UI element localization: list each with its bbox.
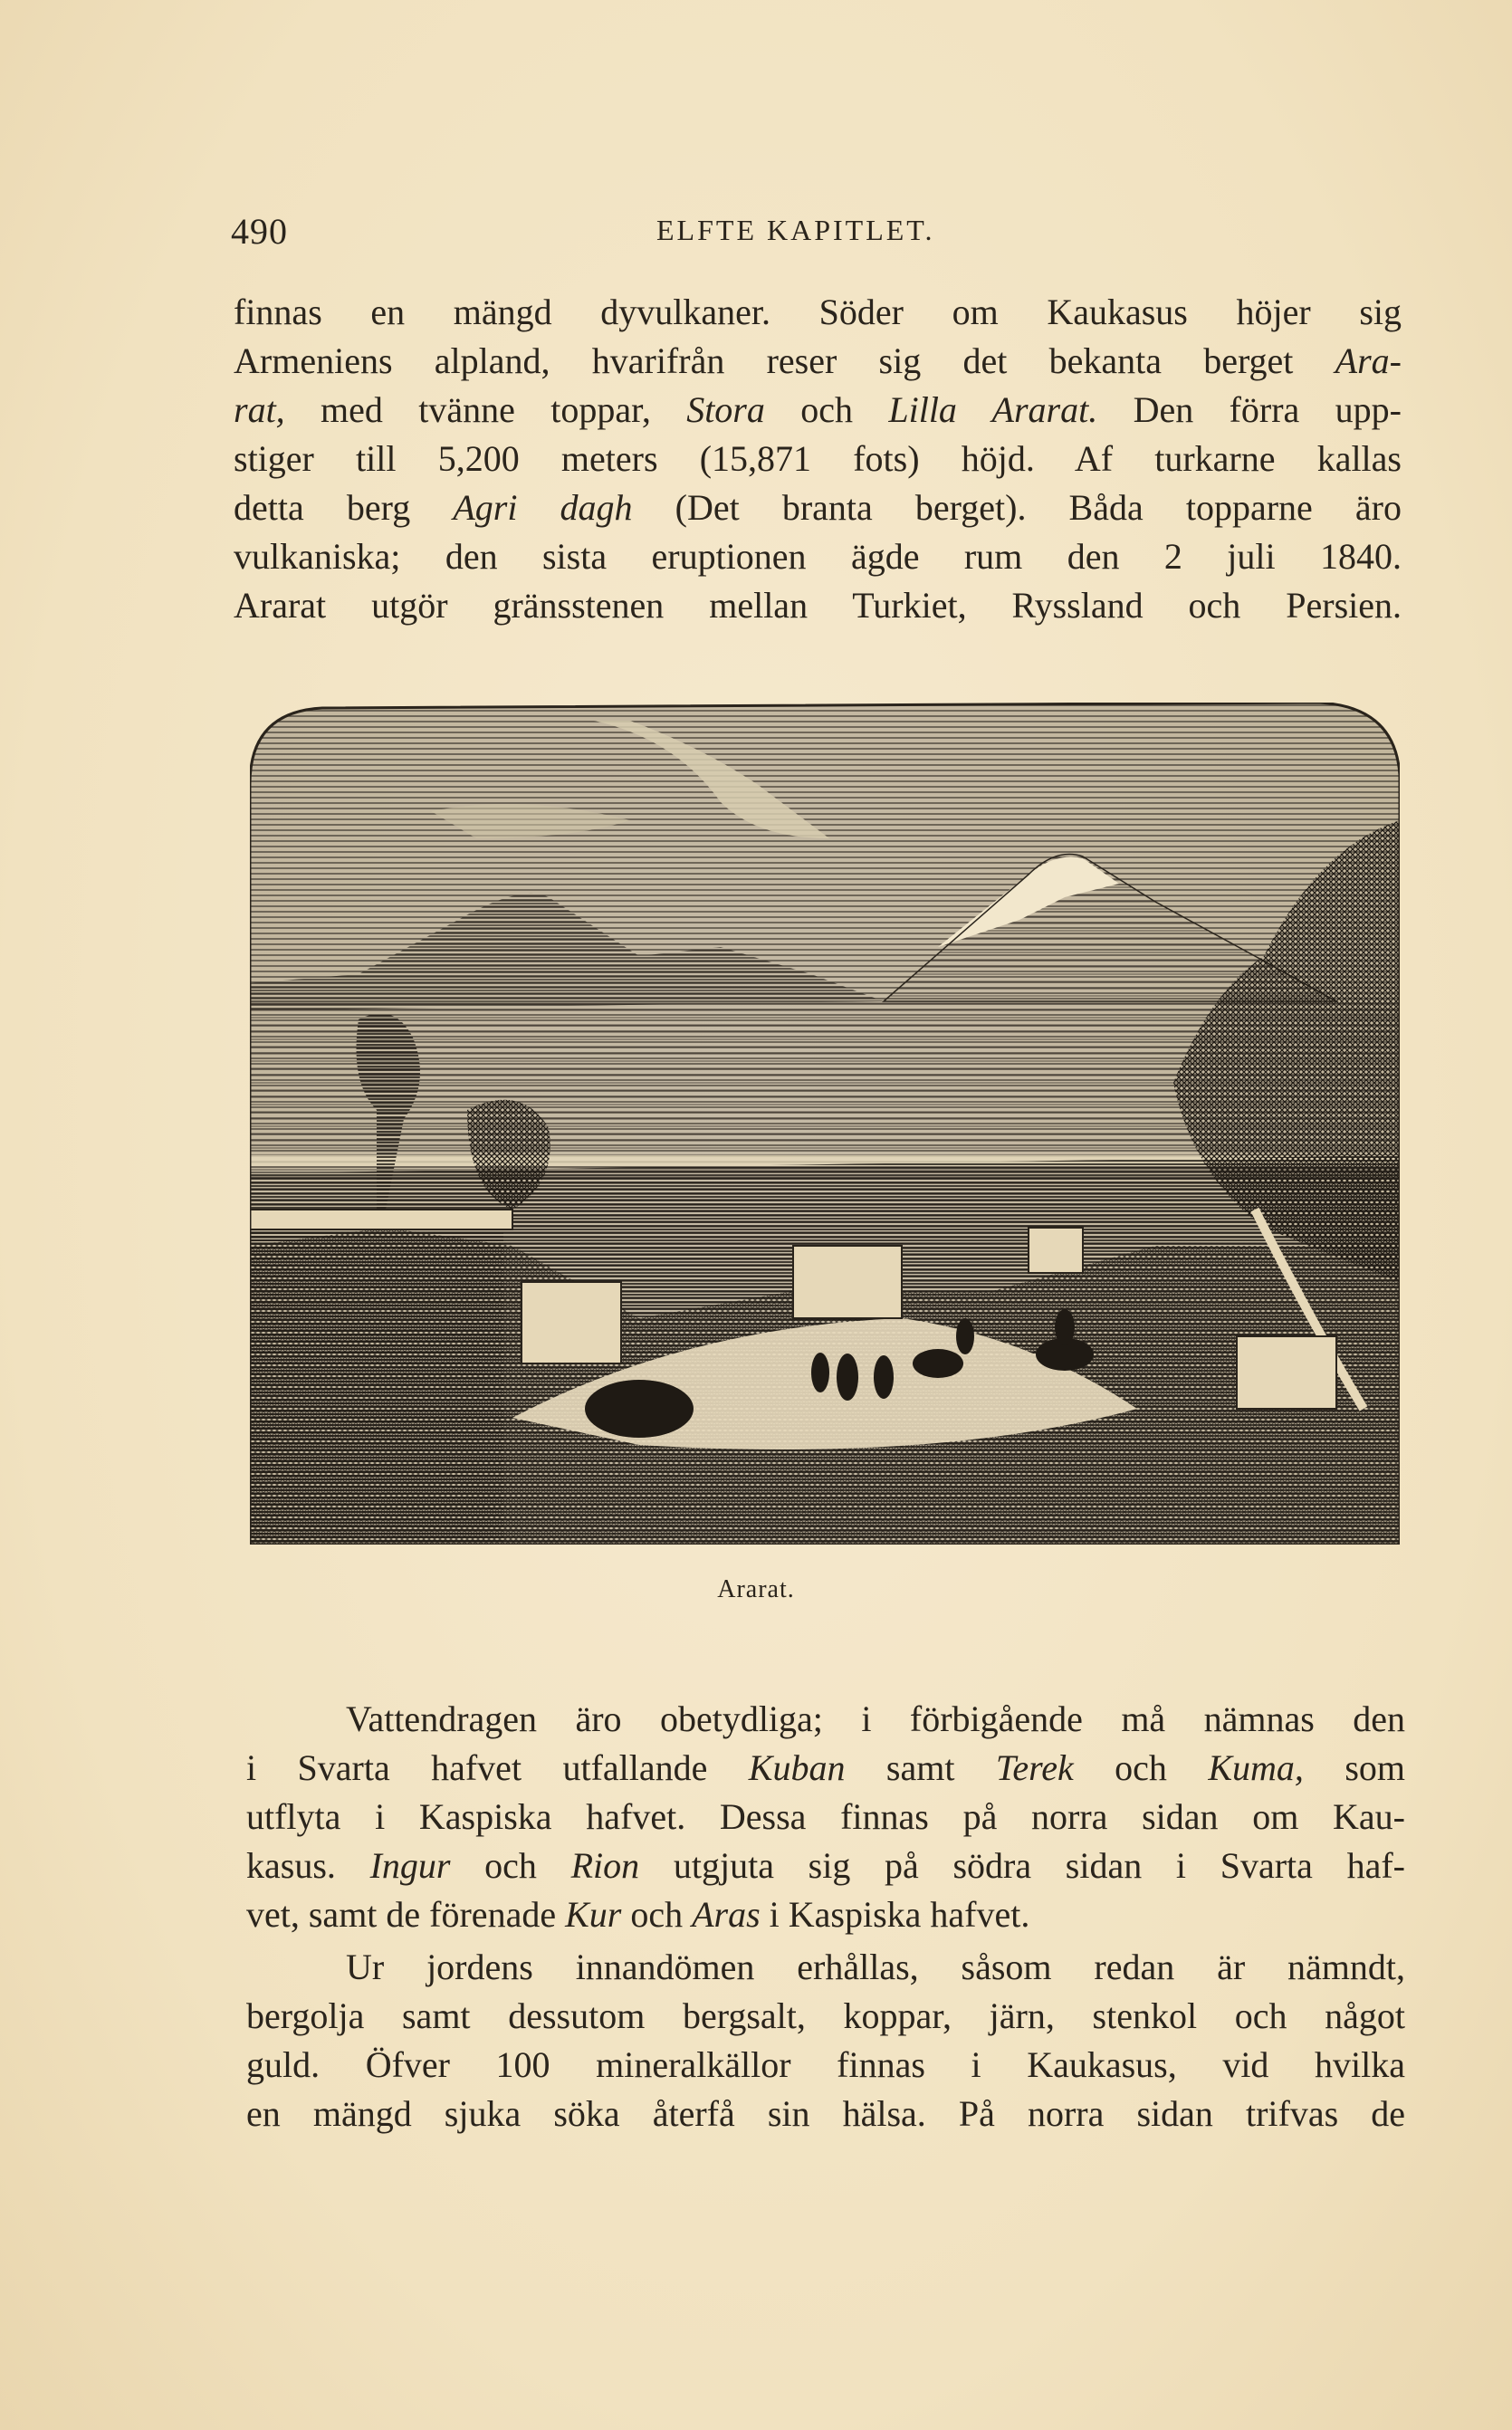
text-line: utflyta i Kaspiska hafvet. Dessa finnas på norra sidan om Kau- [246,1796,1405,1837]
text-line: finnas en mängd dyvulkaner. Söder om Kaukasus höjer sig [234,292,1402,332]
text-line: Ur jordens innandömen erhållas, såsom redan är nämndt, [346,1947,1405,1987]
text-line: detta berg Agri dagh (Det branta berget). Båda topparne äro [234,487,1402,528]
text-line: vulkaniska; den sista eruptionen ägde rum den 2 juli 1840. [234,536,1402,577]
text-line: vet, samt de förenade Kur och Aras i Kaspiska hafvet. [246,1894,1030,1935]
text-line: i Svarta hafvet utfallande Kuban samt Terek och Kuma, som [246,1747,1406,1788]
page-header [231,210,1408,264]
text-line: bergolja samt dessutom bergsalt, koppar, järn, stenkol och något [246,1995,1405,2036]
text-line: en mängd sjuka söka återfå sin hälsa. På norra sidan trifvas de [246,2093,1405,2134]
text-line: stiger till 5,200 meters (15,871 fots) höjd. Af turkarne kallas [234,438,1402,479]
text-line: Armeniens alpland, hvarifrån reser sig det bekanta berget Ara- [234,340,1402,381]
page-number: 490 [231,211,288,252]
text-line: kasus. Ingur och Rion utgjuta sig på södra sidan i Svarta haf- [246,1845,1406,1886]
running-head: ELFTE KAPITLET. [656,214,935,246]
text-line: Ararat utgör gränsstenen mellan Turkiet, Ryssland och Persien. [234,585,1402,626]
ararat-engraving [250,703,1400,1545]
paragraph-2 [246,1695,1405,1939]
text-line: guld. Öfver 100 mineralkällor finnas i Kaukasus, vid hvilka [246,2044,1405,2085]
figure-caption: Ararat. [717,1575,795,1603]
text-line: rat, med tvänne toppar, Stora och Lilla Ararat. Den förra upp- [234,389,1402,430]
paragraph-3 [246,1943,1405,2138]
paragraph-1 [234,288,1402,630]
text-line: Vattendragen äro obetydliga; i förbigående må nämnas den [346,1698,1405,1739]
